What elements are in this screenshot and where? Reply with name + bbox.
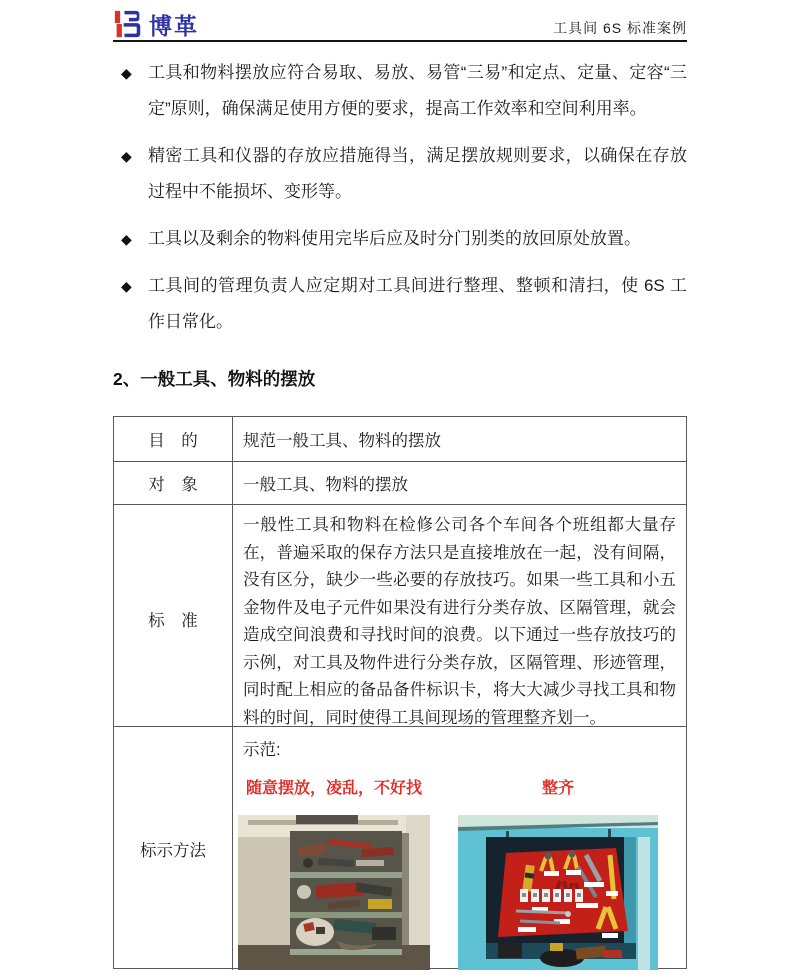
purpose-label: 目 的	[114, 417, 233, 461]
bullet-text: 精密工具和仪器的存放应措施得当，满足摆放规则要求，以确保在存放过程中不能损坏、变形等。	[148, 146, 687, 201]
bullet-text: 工具间的管理负责人应定期对工具间进行整理、整顿和清扫，使 6S 工作日常化。	[148, 276, 687, 331]
caption-messy: 随意摆放，凌乱，不好找	[245, 780, 422, 797]
brand-name: 博革	[149, 12, 199, 39]
standard-text: 一般性工具和物料在检修公司各个车间各个班组都大量存在，普遍采取的保存方法只是直接堆放在一起，没有间隔，没有区分，缺少一些必要的存放技巧。如果一些工具和小五金物件及电子元件如果没有进行分类存放、区隔管理，就会造成空间浪费和寻找时间的浪费。以下通过一些存放技巧的示例，对工具及物件进行分类存放，区隔管理、形迹管理，同时配上相应的备品备件标识卡，将大大减少寻找工具和物料的时间，同时使得工具间现场的管理整齐划一。	[243, 516, 676, 727]
bullet-item	[113, 138, 687, 210]
caption-tidy: 整齐	[541, 780, 574, 797]
diamond-bullet-icon: ◆	[121, 278, 132, 294]
caption-gap	[430, 775, 458, 798]
diamond-bullet-icon: ◆	[121, 148, 132, 164]
bullet-text: 工具以及剩余的物料使用完毕后应及时分门别类的放回原处放置。	[148, 229, 641, 248]
page-header	[113, 0, 687, 40]
section-heading: 2、一般工具、物料的摆放	[113, 369, 316, 389]
bullet-item	[113, 55, 687, 127]
doc-title: 工具间 6S 标准案例	[553, 20, 687, 36]
demo-label: 示范:	[243, 741, 281, 759]
method-label: 标示方法	[114, 727, 233, 970]
table-row-method	[114, 726, 686, 968]
bullet-item	[113, 268, 687, 340]
table-row-object	[114, 461, 686, 504]
standard-label: 标 准	[114, 505, 233, 732]
brand-logo	[113, 8, 199, 41]
photo-captions	[233, 775, 686, 798]
bullet-list	[113, 55, 687, 340]
bullet-item	[113, 221, 687, 257]
messy-cabinet-photo	[238, 815, 430, 970]
table-row-standard	[114, 504, 686, 726]
diamond-bullet-icon: ◆	[121, 231, 132, 247]
spec-table	[113, 416, 687, 969]
photo-row	[233, 815, 686, 970]
object-label: 对 象	[114, 462, 233, 504]
diamond-bullet-icon: ◆	[121, 65, 132, 81]
method-cell	[233, 727, 686, 970]
brand-logo-icon	[113, 10, 143, 38]
header-divider	[113, 40, 687, 42]
photo-gap	[430, 815, 458, 970]
bullet-text: 工具和物料摆放应符合易取、易放、易管“三易”和定点、定量、定容“三定”原则，确保满足使用方便的要求，提高工作效率和空间利用率。	[148, 63, 687, 118]
table-row-purpose	[114, 417, 686, 461]
tidy-cabinet-photo	[458, 815, 658, 970]
purpose-value: 规范一般工具、物料的摆放	[243, 432, 441, 450]
object-value: 一般工具、物料的摆放	[243, 476, 408, 494]
